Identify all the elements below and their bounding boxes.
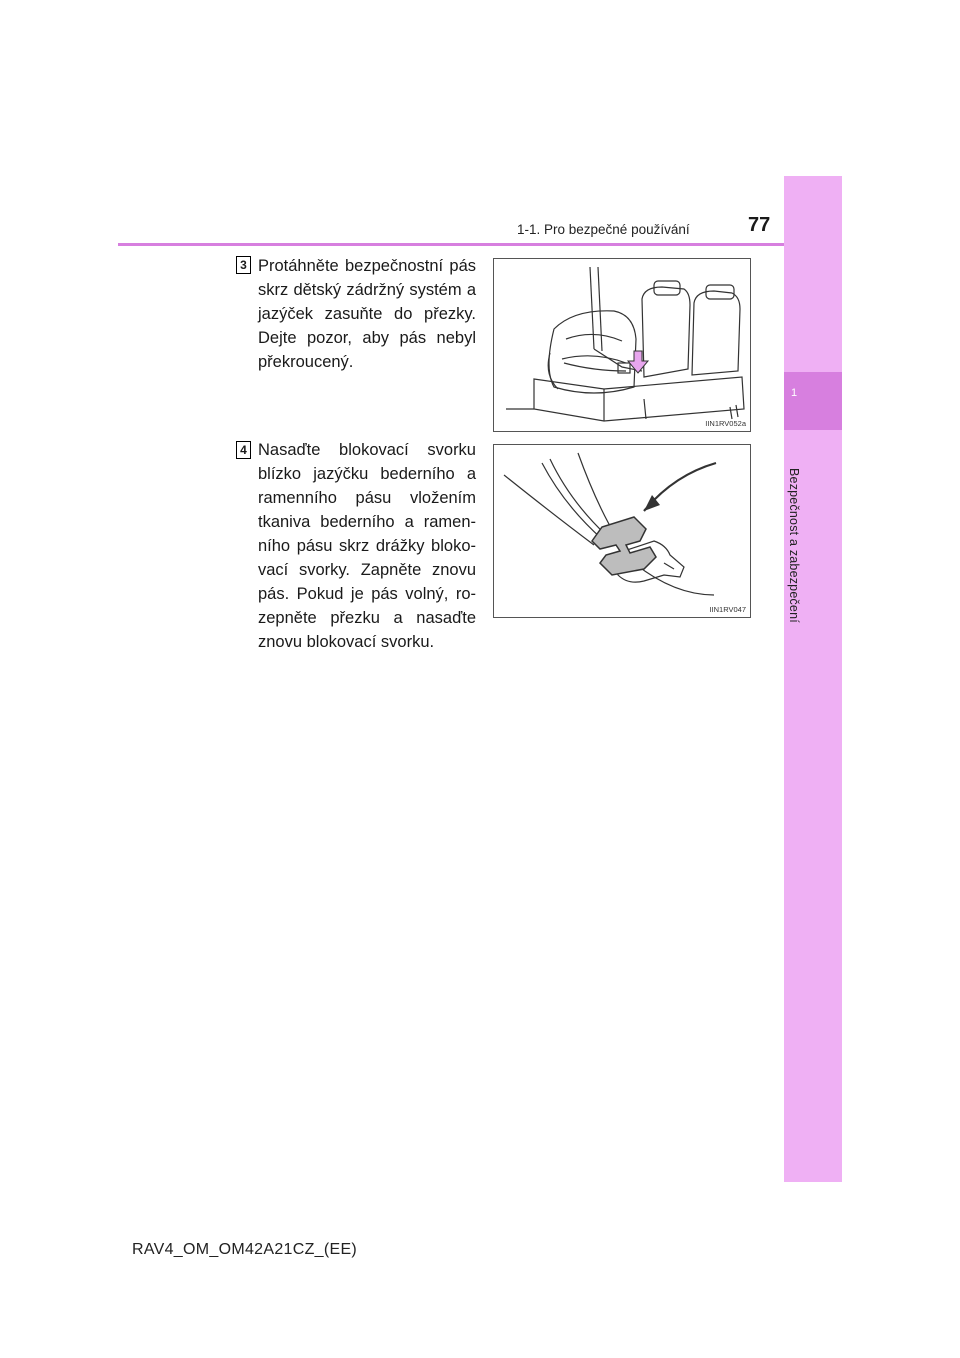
locking-clip-figure	[493, 444, 751, 618]
figure-code: IIN1RV047	[709, 605, 746, 614]
section-title: 1-1. Pro bezpečné používání	[517, 222, 690, 237]
step-3-text: Protáhněte bezpečnostní pás skrz dětský zádržný systém a jazýček zasuňte do přezky. Dejte pozor, aby pás nebyl překroucený.	[258, 257, 476, 371]
chapter-number: 1	[790, 387, 798, 399]
document-code: RAV4_OM_OM42A21CZ_(EE)	[132, 1241, 358, 1258]
child-seat-illustration	[494, 259, 750, 431]
header-rule	[118, 243, 784, 246]
step-number-3: 3	[236, 256, 251, 274]
locking-clip-illustration	[494, 445, 750, 617]
page-number: 77	[748, 214, 771, 236]
chapter-side-tab	[784, 176, 842, 1182]
chapter-title: Bezpečnost a zabezpečení	[787, 468, 801, 623]
child-seat-figure	[493, 258, 751, 432]
figure-code: IIN1RV052a	[705, 419, 746, 428]
chapter-tab-active[interactable]	[784, 372, 842, 430]
step-number-4: 4	[236, 441, 251, 459]
step-4-text: Nasaďte blokovací svorku blízko jazýčku bederního a ramenního pásu vložením tkaniva bederního a ramen-ního pásu skrz drážky bloko-vací svorky. Zapněte znovu pás. Pokud je pás volný, ro-zepněte přezku a nasaďte znovu blokovací svorku.	[258, 441, 476, 651]
